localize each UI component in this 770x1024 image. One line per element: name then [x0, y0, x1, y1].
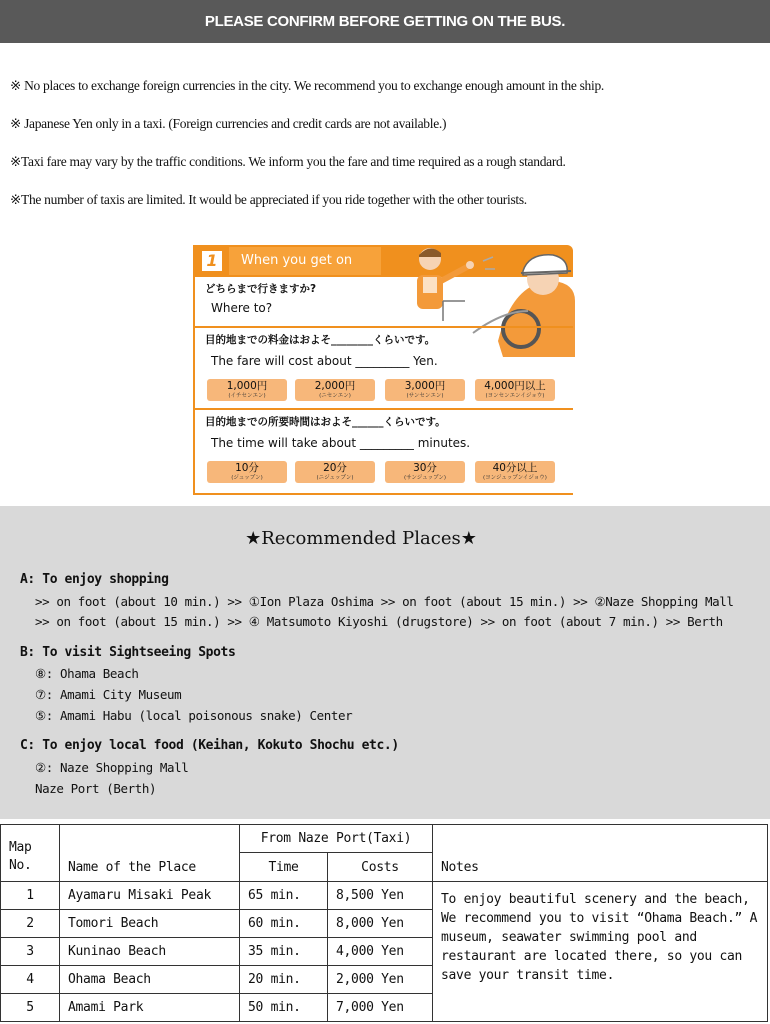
card-body — [193, 277, 573, 495]
fare-question-en: The fare will cost about _________ Yen. — [211, 354, 438, 368]
list-item: ②: Naze Shopping Mall — [35, 760, 189, 775]
notes-cell: To enjoy beautiful scenery and the beach, We recommend you to visit “Ohama Beach.” A museum, seawater swimming pool and restaurant are located there, so you can save your transit time. — [433, 882, 768, 1022]
section-c-title: C: To enjoy local food (Keihan, Kokuto Shochu etc.) — [20, 738, 399, 753]
fare-option[interactable]: 4,000円以上 (ヨンセンエンイジョウ) — [475, 379, 555, 401]
time-option[interactable]: 40分以上 (ヨンジュップンイジョウ) — [475, 461, 555, 483]
section-a-title: A: To enjoy shopping — [20, 572, 169, 587]
phrase-card — [193, 245, 573, 497]
time-option[interactable]: 10分 (ジュップン) — [207, 461, 287, 483]
time-option[interactable]: 20分 (ニジュップン) — [295, 461, 375, 483]
list-item: Naze Port (Berth) — [35, 781, 157, 796]
question-en: Where to? — [211, 301, 273, 315]
route-line: >> on foot (about 10 min.) >> ①Ion Plaza Oshima >> on foot (about 15 min.) >> ②Naze Shopping Mall — [35, 594, 734, 609]
card-divider — [195, 493, 573, 495]
table-row: 5 Amami Park 50 min. 7,000 Yen — [1, 994, 768, 1022]
header-notes: Notes — [433, 825, 768, 882]
time-question-ja: 目的地までの所要時間はおよそ______くらいです。 — [205, 416, 446, 428]
question-ja: どちらまで行きますか? — [205, 283, 317, 295]
list-item: ⑤: Amami Habu (local poisonous snake) Center — [35, 708, 353, 723]
time-option[interactable]: 30分 (サンジュップン) — [385, 461, 465, 483]
card-title: When you get on — [229, 247, 381, 275]
table-row: 4 Ohama Beach 20 min. 2,000 Yen — [1, 966, 768, 994]
notice-item: ※ No places to exchange foreign currencies in the city. We recommend you to exchange enough amount in the ship. — [10, 78, 604, 93]
notice-list — [10, 74, 765, 226]
card-number: 1 — [202, 251, 222, 271]
section-b-title: B: To visit Sightseeing Spots — [20, 645, 236, 660]
header-map-no: Map No. — [1, 825, 60, 882]
fare-option[interactable]: 1,000円 (イチセンエン) — [207, 379, 287, 401]
fare-option[interactable]: 3,000円 (サンセンエン) — [385, 379, 465, 401]
time-question-en: The time will take about _________ minutes. — [211, 436, 471, 450]
notice-item: ※ Japanese Yen only in a taxi. (Foreign currencies and credit cards are not available.) — [10, 116, 447, 131]
taxi-fare-table — [0, 824, 768, 1022]
header-group: From Naze Port(Taxi) — [240, 825, 433, 853]
fare-option[interactable]: 2,000円 (ニセンエン) — [295, 379, 375, 401]
card-divider — [195, 408, 573, 410]
card-divider — [195, 326, 573, 328]
header-time: Time — [240, 853, 328, 882]
page-banner: PLEASE CONFIRM BEFORE GETTING ON THE BUS. — [0, 0, 770, 43]
notice-item: ※Taxi fare may vary by the traffic conditions. We inform you the fare and time required as a rough standard. — [10, 154, 566, 169]
header-costs: Costs — [328, 853, 433, 882]
list-item: ⑧: Ohama Beach — [35, 666, 139, 681]
list-item: ⑦: Amami City Museum — [35, 687, 182, 702]
header-name: Name of the Place — [60, 825, 240, 882]
table-row: 1 Ayamaru Misaki Peak 65 min. 8,500 Yen To enjoy beautiful scenery and the beach, We recommend you to visit “Ohama Beach.” A museum, seawater swimming pool and restaurant are located there, so you can save your transit time. — [1, 882, 768, 910]
recommended-title: ★Recommended Places★ — [245, 528, 477, 549]
route-line: >> on foot (about 15 min.) >> ④ Matsumoto Kiyoshi (drugstore) >> on foot (about 7 min.) >> Berth — [35, 614, 723, 629]
notice-item: ※The number of taxis are limited. It would be appreciated if you ride together with the other tourists. — [10, 192, 527, 207]
fare-question-ja: 目的地までの料金はおよそ________くらいです。 — [205, 334, 436, 346]
table-row: 3 Kuninao Beach 35 min. 4,000 Yen — [1, 938, 768, 966]
table-row: 2 Tomori Beach 60 min. 8,000 Yen — [1, 910, 768, 938]
